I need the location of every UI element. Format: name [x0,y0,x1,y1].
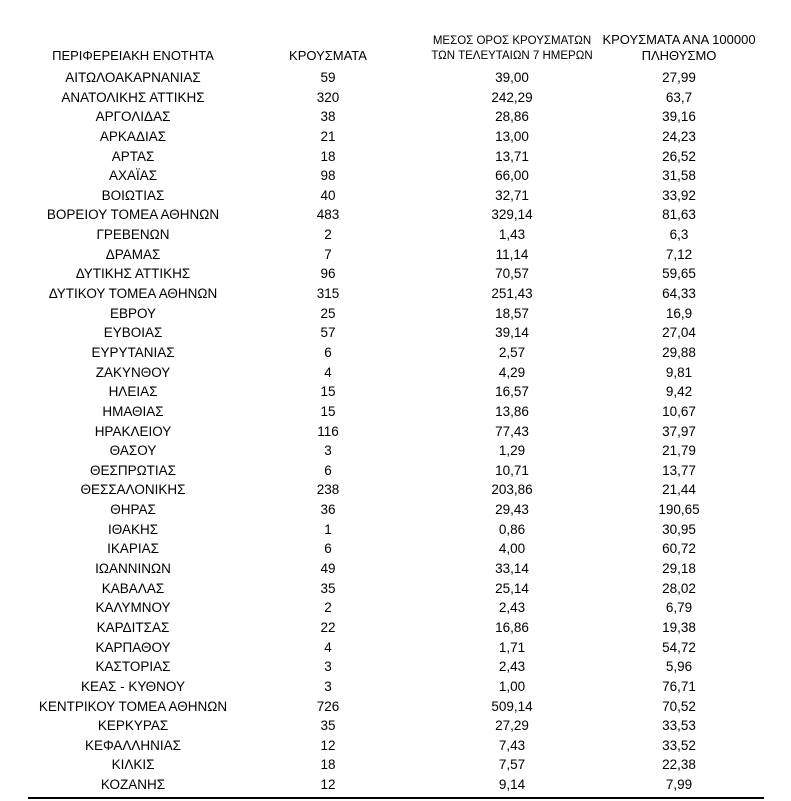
cell-avg7: 4,29 [498,364,526,380]
cell-cases: 18 [320,757,336,773]
header-cases: ΚΡΟΥΣΜΑΤΑ [289,48,367,63]
table-row [0,323,791,343]
cell-avg7: 28,86 [495,109,529,125]
cell-per100k: 9,42 [665,384,693,400]
cell-cases: 40 [320,187,336,203]
cell-avg7: 27,29 [495,718,529,734]
cell-region: ΚΟΖΑΝΗΣ [100,777,166,793]
cell-region: ΙΚΑΡΙΑΣ [107,541,159,557]
cell-avg7: 70,57 [495,266,529,282]
table-row [0,343,791,363]
cell-per100k: 19,38 [662,619,696,635]
cell-region: ΚΙΛΚΙΣ [111,757,155,773]
cell-per100k: 59,65 [662,266,696,282]
table-row [0,755,791,775]
bottom-rule [28,797,764,799]
cell-avg7: 25,14 [495,580,529,596]
cell-avg7: 39,00 [495,70,529,85]
cell-region: ΘΕΣΠΡΩΤΙΑΣ [89,462,177,478]
cell-region: ΒΟΡΕΙΟΥ ΤΟΜΕΑ ΑΘΗΝΩΝ [46,207,220,223]
cell-cases: 36 [320,502,336,518]
cell-avg7: 509,14 [491,698,533,714]
cell-per100k: 33,53 [662,718,696,734]
cell-region: ΔΥΤΙΚΗΣ ΑΤΤΙΚΗΣ [75,266,191,282]
table-row [0,579,791,599]
cell-avg7: 242,29 [491,89,533,105]
table-row [0,461,791,481]
cell-per100k: 21,44 [662,482,696,498]
cell-region: ΚΕΝΤΡΙΚΟΥ ΤΟΜΕΑ ΑΘΗΝΩΝ [38,698,228,714]
cell-cases: 3 [324,678,332,694]
table-row [0,186,791,206]
cell-region: ΚΑΣΤΟΡΙΑΣ [95,659,171,675]
header-per100k-line2: ΠΛΗΘΥΣΜΟ [641,48,717,63]
cell-per100k: 26,52 [662,148,696,164]
cell-avg7: 77,43 [495,423,529,439]
cell-cases: 320 [316,89,340,105]
cell-cases: 59 [320,70,336,85]
cell-avg7: 13,71 [495,148,529,164]
cell-avg7: 251,43 [491,286,533,302]
cell-avg7: 2,43 [498,600,526,616]
cell-per100k: 31,58 [662,168,696,184]
cell-avg7: 13,00 [495,128,529,144]
cell-region: ΑΡΚΑΔΙΑΣ [99,128,167,144]
cell-cases: 726 [316,698,340,714]
cell-per100k: 7,12 [665,246,693,262]
cell-avg7: 7,57 [498,757,526,773]
cell-per100k: 30,95 [662,521,696,537]
table-row [0,559,791,579]
table-row [0,382,791,402]
cell-per100k: 9,81 [665,364,693,380]
cell-per100k: 5,96 [665,659,693,675]
cell-region: ΕΒΡΟΥ [109,305,157,321]
cell-region: ΗΛΕΙΑΣ [108,384,158,400]
cell-region: ΘΑΣΟΥ [109,443,157,459]
cell-region: ΑΝΑΤΟΛΙΚΗΣ ΑΤΤΙΚΗΣ [61,89,205,105]
cell-per100k: 60,72 [662,541,696,557]
cell-per100k: 7,99 [665,777,693,793]
cell-per100k: 29,18 [662,561,696,577]
cell-avg7: 32,71 [495,187,529,203]
cell-region: ΕΥΡΥΤΑΝΙΑΣ [91,344,175,360]
cell-per100k: 76,71 [662,678,696,694]
cell-cases: 116 [317,423,339,439]
cell-avg7: 1,71 [498,639,526,655]
cell-cases: 25 [320,305,336,321]
cell-region: ΚΕΦΑΛΛΗΝΙΑΣ [84,737,182,753]
cell-per100k: 54,72 [662,639,696,655]
cell-region: ΒΟΙΩΤΙΑΣ [101,187,165,203]
cell-per100k: 33,92 [662,187,696,203]
cell-avg7: 1,00 [498,678,526,694]
cell-avg7: 66,00 [495,168,529,184]
cell-cases: 3 [324,659,332,675]
cell-avg7: 39,14 [495,325,529,341]
cell-avg7: 29,43 [495,502,529,518]
cell-cases: 35 [320,718,336,734]
cell-region: ΔΥΤΙΚΟΥ ΤΟΜΕΑ ΑΘΗΝΩΝ [48,286,218,302]
table-row [0,539,791,559]
cell-region: ΑΡΓΟΛΙΔΑΣ [95,109,171,125]
table-row [0,480,791,500]
cell-per100k: 6,3 [669,227,689,243]
header-avg7-line2: ΤΩΝ ΤΕΛΕΥΤΑΙΩΝ 7 ΗΜΕΡΩΝ [431,50,593,62]
cell-region: ΙΩΑΝΝΙΝΩΝ [95,561,171,577]
cell-avg7: 16,86 [495,619,529,635]
cell-region: ΔΡΑΜΑΣ [105,246,161,262]
table-row [0,107,791,127]
cell-cases: 483 [316,207,340,223]
table-row [0,363,791,383]
header-avg7-line1: ΜΕΣΟΣ ΟΡΟΣ ΚΡΟΥΣΜΑΤΩΝ [432,35,592,47]
cell-cases: 6 [324,462,332,478]
cell-cases: 3 [324,443,332,459]
cell-per100k: 64,33 [662,286,696,302]
cell-cases: 4 [324,639,332,655]
cell-per100k: 22,38 [662,757,696,773]
cell-per100k: 37,97 [662,423,696,439]
cell-per100k: 81,63 [662,207,696,223]
cell-avg7: 0,86 [498,521,526,537]
cell-per100k: 39,16 [662,109,696,125]
cell-cases: 98 [320,168,336,184]
table-row [0,638,791,658]
cell-cases: 6 [324,541,332,557]
header-per100k-line1: ΚΡΟΥΣΜΑΤΑ ΑΝΑ 100000 [602,32,756,47]
cell-avg7: 2,57 [498,344,526,360]
cell-per100k: 28,02 [662,580,696,596]
cell-cases: 315 [316,286,340,302]
cell-region: ΕΥΒΟΙΑΣ [103,325,163,341]
table-row [0,402,791,422]
table-row [0,716,791,736]
cell-cases: 12 [320,777,336,793]
cell-cases: 1 [324,521,332,537]
table-row [0,304,791,324]
cell-cases: 21 [320,128,336,144]
cell-avg7: 1,43 [498,227,526,243]
cell-per100k: 24,23 [662,128,696,144]
table-row [0,736,791,756]
cell-cases: 6 [324,344,332,360]
cell-avg7: 13,86 [495,403,529,419]
cell-region: ΚΕΑΣ - ΚΥΘΝΟΥ [81,678,185,694]
cell-cases: 96 [320,266,336,282]
cell-avg7: 33,14 [495,561,529,577]
table-row [0,88,791,108]
table-row [0,225,791,245]
table-row [0,264,791,284]
header-region: ΠΕΡΙΦΕΡΕΙΑΚΗ ΕΝΟΤΗΤΑ [52,48,214,63]
cell-avg7: 18,57 [495,305,529,321]
cell-per100k: 13,77 [662,462,696,478]
cell-cases: 22 [320,619,336,635]
table-row [0,500,791,520]
cell-cases: 57 [320,325,336,341]
cell-cases: 15 [320,403,336,419]
table-body [0,68,791,795]
cell-per100k: 29,88 [662,344,696,360]
cell-region: ΑΙΤΩΛΟΑΚΑΡΝΑΝΙΑΣ [65,70,201,85]
cell-avg7: 1,29 [498,443,526,459]
cell-avg7: 7,43 [498,737,526,753]
cell-avg7: 9,14 [498,777,526,793]
cell-cases: 238 [316,482,340,498]
table-row [0,598,791,618]
header-per100k [598,32,760,64]
cell-per100k: 33,52 [662,737,696,753]
cell-cases: 38 [320,109,336,125]
table-row [0,441,791,461]
cell-region: ΗΡΑΚΛΕΙΟΥ [94,423,172,439]
cell-region: ΖΑΚΥΝΘΟΥ [95,364,171,380]
cell-per100k: 27,99 [662,70,696,85]
table-row [0,657,791,677]
header-avg7 [412,34,612,64]
cell-region: ΙΘΑΚΗΣ [107,521,159,537]
cell-per100k: 190,65 [658,502,700,518]
cell-per100k: 27,04 [662,325,696,341]
cell-region: ΚΑΒΑΛΑΣ [101,580,165,596]
table-row [0,166,791,186]
cell-region: ΚΑΡΔΙΤΣΑΣ [96,619,170,635]
cell-cases: 49 [320,561,336,577]
cell-avg7: 10,71 [495,462,529,478]
cell-region: ΘΗΡΑΣ [110,502,156,518]
cell-avg7: 2,43 [498,659,526,675]
cell-region: ΚΕΡΚΥΡΑΣ [97,718,169,734]
cell-cases: 4 [324,364,332,380]
cell-avg7: 11,14 [495,246,529,262]
cell-region: ΑΡΤΑΣ [111,148,155,164]
cell-cases: 12 [320,737,336,753]
cell-avg7: 16,57 [495,384,529,400]
table-row [0,68,791,88]
cell-avg7: 329,14 [491,207,533,223]
table-row [0,127,791,147]
cell-cases: 7 [324,246,332,262]
table-row [0,697,791,717]
cell-region: ΚΑΛΥΜΝΟΥ [95,600,171,616]
cell-cases: 2 [324,227,332,243]
cell-cases: 35 [320,580,336,596]
cell-cases: 15 [320,384,336,400]
cell-per100k: 70,52 [662,698,696,714]
cell-per100k: 6,79 [665,600,693,616]
table-row [0,284,791,304]
cell-region: ΘΕΣΣΑΛΟΝΙΚΗΣ [80,482,186,498]
table-header [0,0,791,66]
table-row [0,245,791,265]
cell-region: ΓΡΕΒΕΝΩΝ [96,227,170,243]
table-row [0,422,791,442]
cell-region: ΗΜΑΘΙΑΣ [102,403,164,419]
table-row [0,520,791,540]
table-row [0,147,791,167]
cell-per100k: 16,9 [665,305,693,321]
table-row [0,618,791,638]
table-row [0,775,791,795]
cell-per100k: 63,7 [665,89,693,105]
cell-avg7: 4,00 [498,541,526,557]
cell-avg7: 203,86 [491,482,533,498]
table-row [0,677,791,697]
cell-region: ΚΑΡΠΑΘΟΥ [95,639,171,655]
table-row [0,205,791,225]
cell-cases: 18 [320,148,336,164]
cell-region: ΑΧΑΪΑΣ [108,168,158,184]
cell-per100k: 10,67 [662,403,696,419]
cell-per100k: 21,79 [662,443,696,459]
cell-cases: 2 [324,600,332,616]
